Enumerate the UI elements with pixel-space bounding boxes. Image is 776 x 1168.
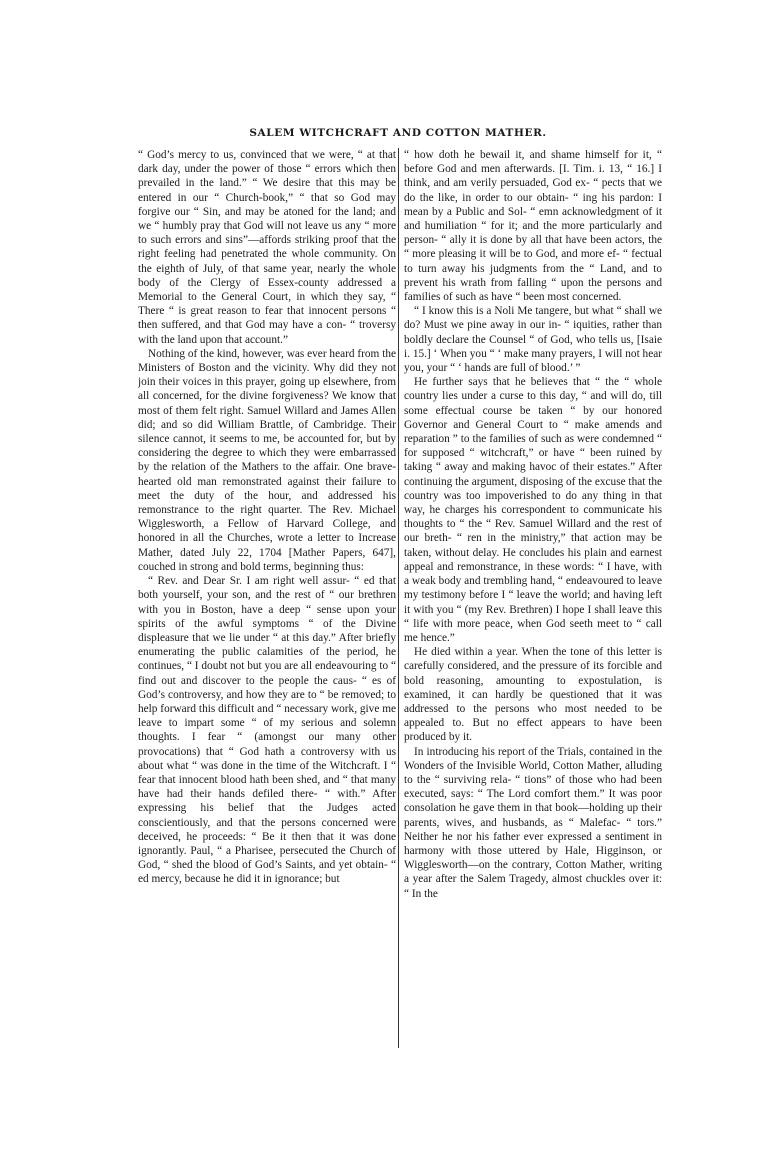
paragraph: “ how doth he bewail it, and shame himself for it, “ before God and men afterwards. [I. Tim. i. 13, “ 16.] I think, and am verily persuaded, God ex- “ pects that we do the like, in order to our obtain- “ ing his pardon: I mean by a Public and Sol- “ emn acknowledgment of it and humiliation “ for it; and the more particularly and person- “ ally it is done by all that have been actors, the “ more pleasing it will be to God, and more ef- “ fectual to turn away his judgments from the “ Land, and to prevent his wrath from falling “ upon the persons and families of such as have “ been most concerned. [404, 149, 662, 304]
paragraph: “ Rev. and Dear Sr. I am right well assur- “ ed that both yourself, your son, and the rest of “ our brethren with you in Boston, have a deep “ sense upon your spirits of the awful symptoms “ of the Divine displeasure that we lie under “ at this day.” After briefly enumerating the public calamities of the period, he continues, “ I doubt not but you are all endeavouring to “ find out and discover to the people the caus- “ es of God’s controversy, and how they are to “ be removed; to help forward this difficult and “ necessary work, give me leave to impart some “ of my serious and solemn thoughts. I fear “ (amongst our many other provocations) that “ God hath a controversy with us about what “ was done in the time of the Witchcraft. I “ fear that innocent blood hath been shed, and “ that many have had their hands defiled there- “ with.” After expressing his belief that the Judges acted conscientiously, and that the persons concerned were deceived, he proceeds: “ Be it then that it was done ignorantly. Paul, “ a Pharisee, persecuted the Church of God, “ shed the blood of God’s Saints, and yet obtain- “ ed mercy, because he did it in ignorance; but [138, 575, 396, 886]
left-column [138, 148, 396, 1048]
paragraph: “ God’s mercy to us, convinced that we were, “ at that dark day, under the power of those “ errors which then prevailed in the land.” “ We desire that this may be entered in our “ Church-book,” “ that so God may forgive our “ Sin, and may be atoned for the land; and we “ humbly pray that God will not leave us any “ more to such errors and sins”—affords striking proof that the right feeling had penetrated the whole community. On the eighth of July, of that same year, nearly the whole body of the Clergy of Essex-county addressed a Memorial to the General Court, in which they say, “ There “ is great reason to fear that innocent persons “ then suffered, and that God may have a con- “ troversy with the land upon that account.” [138, 149, 396, 346]
paragraph: “ I know this is a Noli Me tangere, but what “ shall we do? Must we pine away in our in- “ iquities, rather than boldly declare the Counsel “ of God, who tells us, [Isaie i. 15.] ‘ When you “ ‘ make many prayers, I will not hear you, your “ ‘ hands are full of blood.’ ” [404, 305, 662, 375]
column-divider [398, 148, 399, 1048]
paragraph: He further says that he believes that “ the “ whole country lies under a curse to this day, “ and will do, till some effectual course be taken “ by our honored Governor and General Court to “ make amends and reparation ” to the families of such as were condemned “ for supposed “ witchcraft,” or have “ been ruined by taking “ away and making havoc of their estates.” After continuing the argument, disposing of the excuse that the country was too impoverished to do any thing in that way, he charges his correspondent to communicate his thoughts to “ the “ Rev. Samuel Willard and the rest of our breth- “ ren in the ministry,” that action may be taken, without delay. He concludes his plain and earnest appeal and remonstrance, in these words: “ I have, with a weak body and trembling hand, “ endeavoured to leave my testimony before I “ leave the world; and having left it with you “ (my Rev. Brethren) I hope I shall leave this “ life with more peace, when God seeth meet to “ call me hence.” [404, 376, 662, 644]
paragraph: Nothing of the kind, however, was ever heard from the Ministers of Boston and the vicinity. Why did they not join their voices in this prayer, going up elsewhere, from all concerned, for the divine forgiveness? We know that most of them felt right. Samuel Willard and James Allen did; and so did William Brattle, of Cambridge. Their silence cannot, it seems to me, be accounted for, but by considering the degree to which they were embarrassed by the relation of the Mathers to the affair. One brave-hearted old man remonstrated against their failure to meet the duty of the hour, and addressed his remonstrance to the right quarter. The Rev. Michael Wigglesworth, a Fellow of Harvard College, and honored in all the Churches, wrote a letter to Increase Mather, dated July 22, 1704 [Mather Papers, 647], couched in strong and bold terms, beginning thus: [138, 347, 396, 573]
right-column [404, 148, 662, 1048]
paragraph: In introducing his report of the Trials, contained in the Wonders of the Invisible World, Cotton Mather, alluding to the “ surviving rela- “ tions” of those who had been executed, says: “ The Lord comfort them.” It was poor consolation he gave them in that book—holding up their parents, wives, and husbands, as “ Malefac- “ tors.” Neither he nor his father ever expressed a sentiment in harmony with those uttered by Hale, Higginson, or Wigglesworth—on the contrary, Cotton Mather, writing a year after the Salem Tragedy, almost chuckles over it: “ In the [404, 745, 662, 900]
paragraph: He died within a year. When the tone of this letter is carefully considered, and the pressure of its forcible and bold reasoning, amounting to expostulation, is examined, it can hardly be questioned that it was addressed to the persons who most needed to be appealed to. But no effect appears to have been produced by it. [404, 646, 662, 744]
running-head: SALEM WITCHCRAFT AND COTTON MATHER. [249, 127, 547, 139]
